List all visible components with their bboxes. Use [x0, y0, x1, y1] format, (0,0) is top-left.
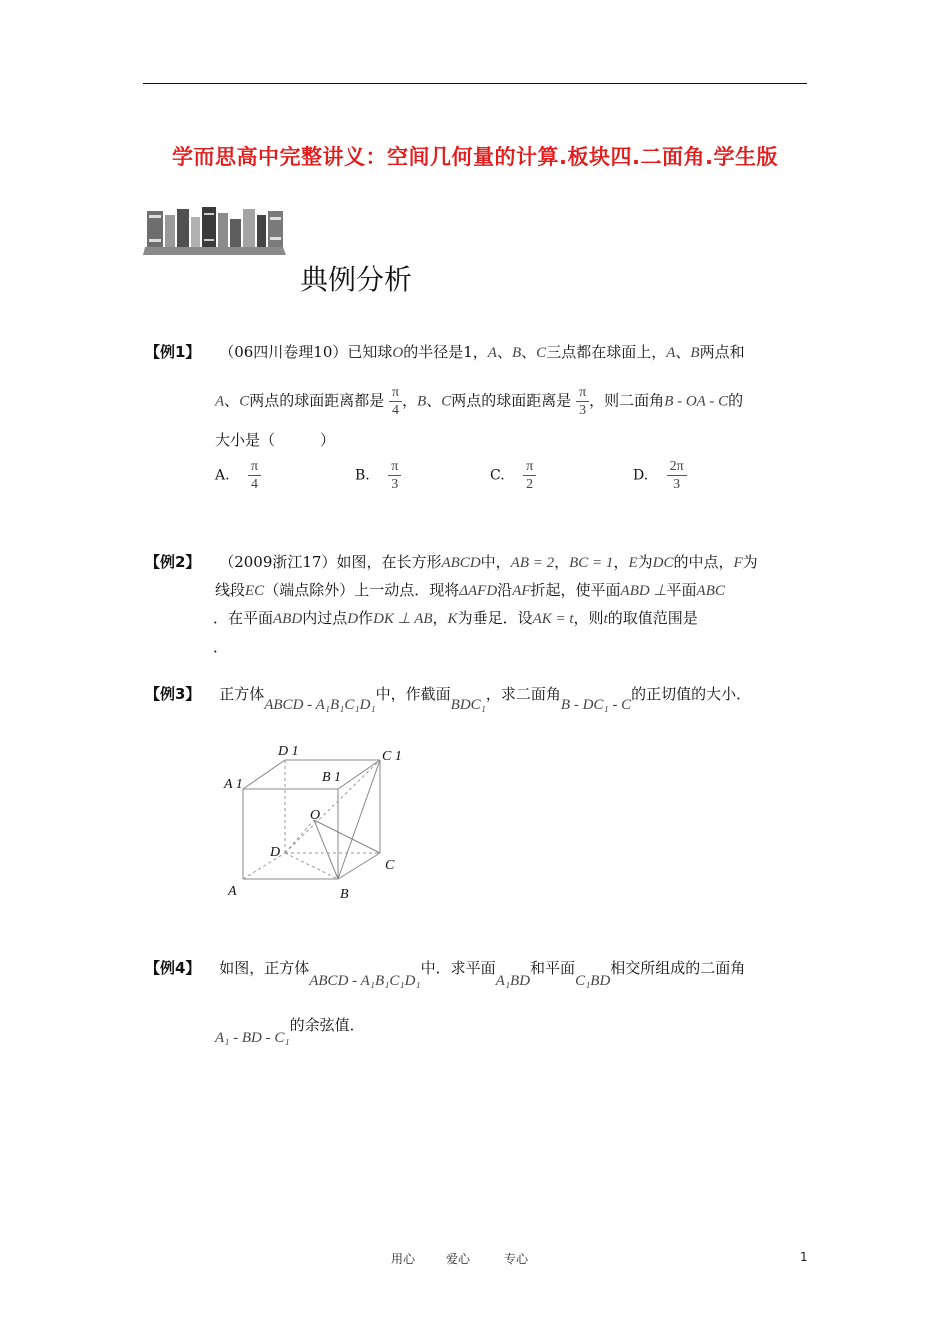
page-number: 1 [800, 1250, 808, 1264]
ex1-label: 【例1】 [145, 343, 201, 361]
ex1-line1: 【例1】 （06四川卷理10）已知球O的半径是1，A、B、C三点都在球面上，A、B两点和 [145, 343, 745, 361]
ex3-line1: 【例3】 正方体ABCD - A₁B₁C₁D₁中，作截面BDC₁，求二面角B - DC₁ - C的正切值的大小． [145, 685, 752, 713]
ex2-line1: 【例2】 （2009浙江17）如图，在长方形ABCD中，AB = 2，BC = 1，E为DC的中点，F为 [145, 553, 758, 571]
footer-yongxin: 用心 [391, 1252, 416, 1266]
ex4-label: 【例4】 [145, 959, 201, 977]
ex1-option-b: B. $\frac{\pi}{3}$ [355, 458, 401, 493]
label-B1: B 1 [322, 770, 342, 785]
ex1-option-c: C. $\frac{\pi}{2}$ [490, 458, 536, 493]
ex4-line2: A₁ - BD - C₁的余弦值． [215, 1016, 365, 1046]
ex1-fraction-2: $\frac{\pi}{3}$ [576, 384, 589, 419]
ex1-option-a: A. $\frac{\pi}{4}$ [215, 458, 261, 493]
label-D1: D 1 [278, 744, 299, 759]
label-A1: A 1 [224, 777, 243, 792]
label-O: O [310, 808, 321, 823]
ex1-option-d: D. $\frac{2\pi}{3}$ [633, 458, 687, 493]
footer-zhuanxin: 专心 [504, 1252, 529, 1266]
ex2-label: 【例2】 [145, 553, 201, 571]
ex2-line3: ．在平面ABD内过点D作DK ⊥ AB，K为垂足．设AK = t，则t的取值范围是 [213, 609, 698, 627]
cube-figure [210, 735, 410, 905]
section-title: 典例分析 [300, 263, 413, 296]
ex1-line3: 大小是（ ） [215, 431, 336, 449]
label-D: D [270, 845, 281, 860]
label-B: B [340, 887, 349, 902]
label-A: A [228, 884, 237, 899]
document-title: 学而思高中完整讲义：空间几何量的计算.板块四.二面角.学生版 [172, 145, 778, 169]
ex1-fraction-1: $\frac{\pi}{4}$ [389, 384, 402, 419]
footer-aixin: 爱心 [446, 1252, 471, 1266]
label-C1: C 1 [382, 749, 402, 764]
books-logo [143, 203, 288, 255]
label-C: C [385, 858, 395, 873]
ex2-line2: 线段EC（端点除外）上一动点．现将ΔAFD沿AF折起，使平面ABD ⊥平面ABC [215, 581, 725, 599]
header-rule [143, 83, 807, 84]
ex1-line2: A、C两点的球面距离都是 $\frac{\pi}{4}$ ，B、C两点的球面距离是 $\frac{\pi}{3}$ ，则二面角B - OA - C的 [215, 385, 744, 418]
ex3-label: 【例3】 [145, 685, 201, 703]
ex2-line4: ． [213, 638, 229, 656]
ex4-line1: 【例4】 如图，正方体ABCD - A₁B₁C₁D₁中．求平面A₁BD和平面C₁BD相交所组成的二面角 [145, 959, 746, 989]
